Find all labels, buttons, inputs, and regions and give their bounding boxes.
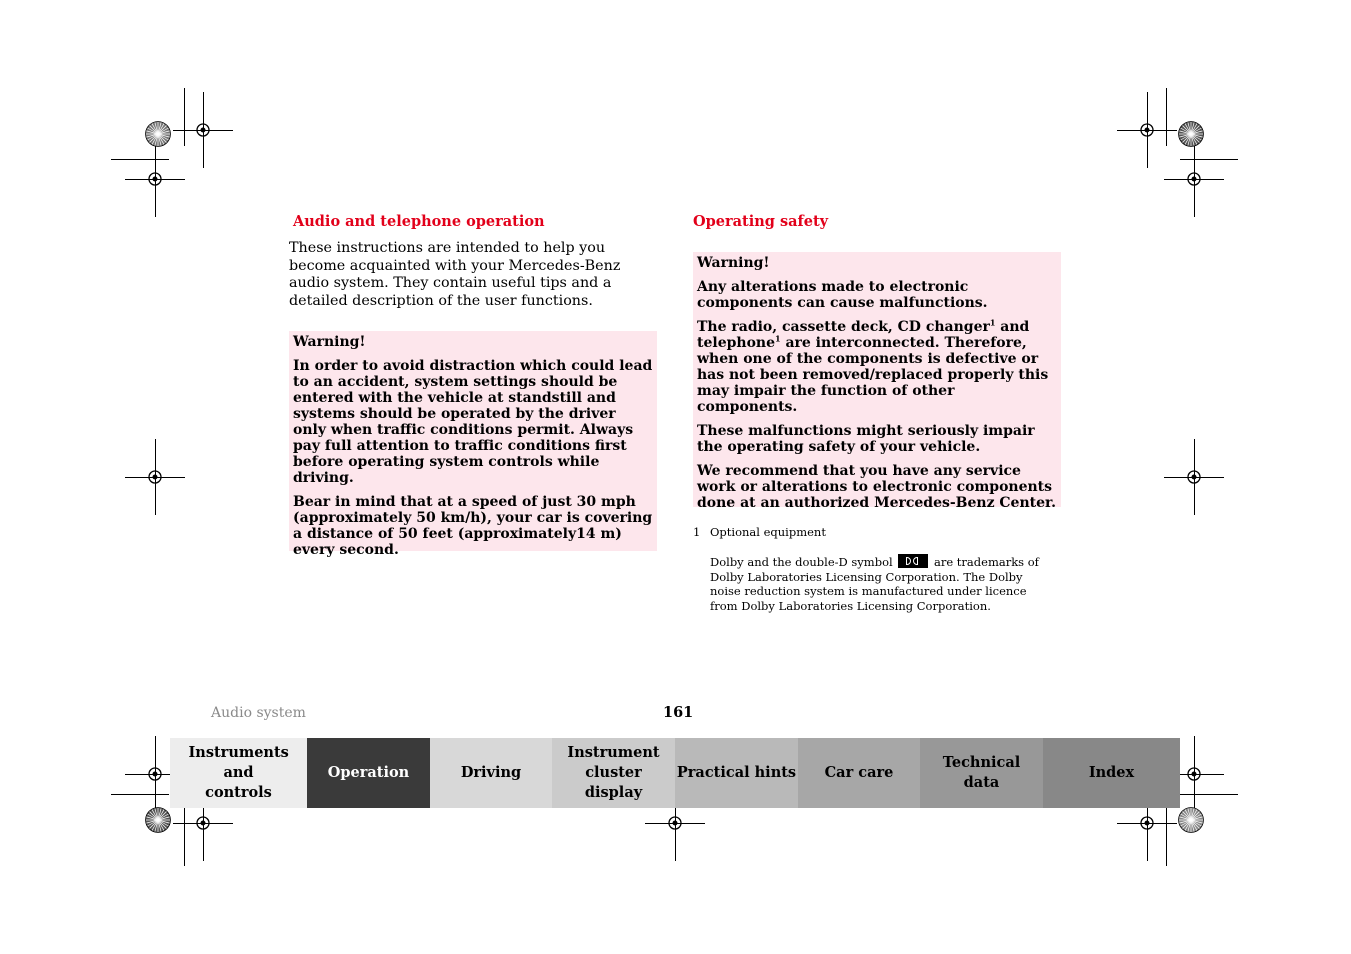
left-warning-p2: Bear in mind that at a speed of just 30 mph (approximately 50 km/h), your car is covering a distance of 50 feet (approximately14 m) every second. xyxy=(293,494,653,558)
tab-index[interactable]: Index xyxy=(1043,738,1180,808)
tab-practical-hints[interactable]: Practical hints xyxy=(675,738,798,808)
registration-crosshair-v xyxy=(1194,439,1195,515)
right-warning-box xyxy=(693,252,1061,511)
right-warning-p1: Any alterations made to electronic components can cause malfunctions. xyxy=(697,279,988,311)
page-number: 161 xyxy=(663,704,694,721)
color-target-icon xyxy=(145,807,171,833)
crop-line xyxy=(184,808,185,866)
crop-line xyxy=(111,794,169,795)
left-warning-box xyxy=(289,331,657,558)
right-warning-p2: The radio, cassette deck, CD changer$^1$ and telephone$^1$ are interconnected. Therefore, when one of the components is defective or has not been removed/replaced properly this may impair the function of other components. xyxy=(697,317,1049,415)
tab-instrument-cluster-display[interactable]: Instrument cluster display xyxy=(552,738,675,808)
crop-line xyxy=(1180,794,1238,795)
tab-operation[interactable]: Operation xyxy=(307,738,430,808)
footnote-text: Optional equipment xyxy=(710,525,826,539)
tab-driving[interactable]: Driving xyxy=(430,738,552,808)
crop-line xyxy=(184,88,185,146)
color-target-icon xyxy=(145,121,171,147)
registration-crosshair-v xyxy=(1147,92,1148,168)
dolby-double-d-icon xyxy=(898,554,928,568)
right-warning-p4: We recommend that you have any service work or alterations to electronic components done at an authorized Mercedes-Benz Center. xyxy=(697,463,1056,511)
right-heading: Operating safety xyxy=(693,213,829,230)
crop-line xyxy=(1166,88,1167,146)
registration-crosshair-v xyxy=(1194,141,1195,217)
registration-crosshair-v xyxy=(203,92,204,168)
tab-car-care[interactable]: Car care xyxy=(798,738,920,808)
crop-line xyxy=(1180,159,1238,160)
left-warning-p1: In order to avoid distraction which could lead to an accident, system settings should be entered with the vehicle at standstill and systems should be operated by the driver only when traffic conditions permit. Always pay full attention to traffic conditions first before operating system controls while driving. xyxy=(293,358,653,486)
left-warning-title: Warning! xyxy=(293,334,366,350)
left-intro: These instructions are intended to help you become acquainted with your Mercedes-Benz audio system. They contain useful tips and a detailed description of the user functions. xyxy=(289,240,621,309)
footer-section-title: Audio system xyxy=(211,705,306,721)
tab-technical-data[interactable]: Technical data xyxy=(920,738,1043,808)
color-target-icon xyxy=(1178,121,1204,147)
dolby-notice: Dolby and the double-D symbol are trademarks of Dolby Laboratories Licensing Corporation. The Dolby noise reduction system is manufactured under licence from Dolby Laboratories Licensing Corporation. xyxy=(710,555,1039,613)
registration-crosshair-v xyxy=(1194,736,1195,812)
crop-line xyxy=(111,159,169,160)
color-target-icon xyxy=(1178,807,1204,833)
right-warning-p3: These malfunctions might seriously impair the operating safety of your vehicle. xyxy=(697,423,1035,455)
footnote-number: 1 xyxy=(693,525,701,539)
tab-instruments-and-controls[interactable]: Instruments and controls xyxy=(170,738,307,808)
chapter-nav xyxy=(170,738,1180,808)
registration-crosshair-v xyxy=(155,141,156,217)
registration-crosshair-v xyxy=(155,439,156,515)
right-warning-title: Warning! xyxy=(697,255,770,271)
registration-crosshair-v xyxy=(155,736,156,812)
crop-line xyxy=(1166,808,1167,866)
left-heading: Audio and telephone operation xyxy=(293,213,545,230)
